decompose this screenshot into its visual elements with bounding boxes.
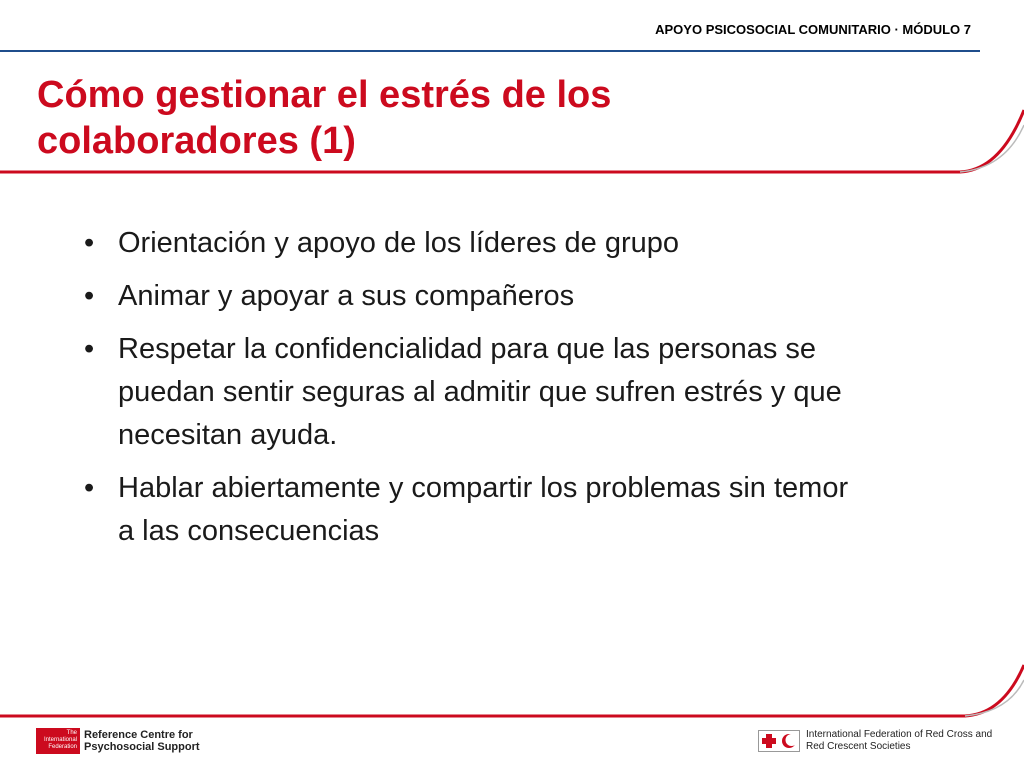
bullet-text: Orientación y apoyo de los líderes de grupo: [118, 227, 680, 259]
bullet-item: [78, 328, 868, 457]
bullet-item: [78, 467, 868, 553]
slide-title: Cómo gestionar el estrés de los colaboradores (1): [37, 74, 612, 162]
bullet-marker: •: [84, 280, 95, 312]
bullet-item: [78, 222, 868, 265]
bullet-marker: •: [84, 472, 95, 504]
bullet-text: Animar y apoyar a sus compañeros: [118, 280, 575, 312]
bullet-text: Respetar la confidencialidad para que las personas se puedan sentir seguras al admitir que sufren estrés y que necesitan ayuda.: [118, 333, 842, 451]
reference-centre-logo: [36, 728, 214, 754]
bottom-curve-gray: [965, 680, 1024, 716]
red-cross-crescent-emblem: [758, 730, 800, 752]
ifrc-logo: [758, 728, 1006, 754]
red-cross-icon: [759, 731, 779, 751]
module-header-label: APOYO PSICOSOCIAL COMUNITARIO · MÓDULO 7: [655, 22, 971, 37]
bottom-curve-red: [0, 665, 1024, 716]
red-crescent-icon: [779, 731, 799, 751]
bullet-marker: •: [84, 333, 95, 365]
ifrc-small-logo: The International Federation: [36, 728, 80, 754]
bullet-marker: •: [84, 227, 95, 259]
reference-centre-text: Reference Centre for Psychosocial Support: [84, 729, 200, 753]
bullet-text: Hablar abiertamente y compartir los problemas sin temor a las consecuencias: [118, 472, 849, 547]
bullet-list: [78, 222, 868, 563]
ifrc-name-text: International Federation of Red Cross and Red Crescent Societies: [806, 729, 993, 752]
bullet-item: [78, 275, 868, 318]
